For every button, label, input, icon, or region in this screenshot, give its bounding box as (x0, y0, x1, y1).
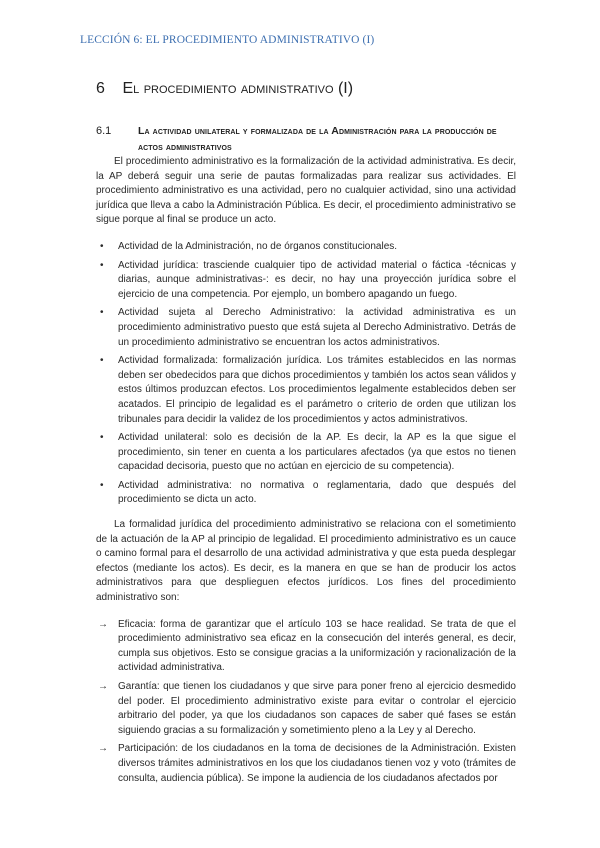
list-item (96, 240, 516, 255)
section-heading (96, 123, 516, 155)
list-item (96, 618, 516, 676)
list-item (96, 259, 516, 303)
list-item-text: Actividad de la Administración, no de órganos constitucionales. (118, 240, 398, 252)
bullet-icon: • (100, 479, 104, 491)
bullet-icon: • (100, 307, 104, 319)
arrow-right-icon: → (98, 681, 108, 692)
section-title: La actividad unilateral y formalizada de la Administración para la producción de actos administrativos (138, 125, 497, 153)
list-item-text: Participación: de los ciudadanos en la toma de decisiones de la Administración. Existen diversos trámites administrativos en los que los ciudadanos tienen voz y voto (trámites de consulta, audiencia pública). Se impone la audiencia de los ciudadanos afectados por (118, 743, 516, 784)
list-item (96, 431, 516, 475)
chapter-title: El procedimiento administrativo (I) (122, 80, 354, 97)
characteristics-list (96, 240, 516, 508)
running-header: LECCIÓN 6: EL PROCEDIMIENTO ADMINISTRATIVO (I) (80, 34, 375, 46)
list-item-text: Actividad jurídica: trasciende cualquier tipo de actividad material o fáctica -técnicas y diarias, aunque administrativas-: es decir, no hay una proyección jurídica sobre el ejercicio de una competencia. Por ejemplo, un bombero apagando un fuego. (118, 259, 516, 300)
chapter-number: 6 (96, 80, 105, 97)
arrow-right-icon: → (98, 618, 108, 630)
intro-paragraph: El procedimiento administrativo es la formalización de la actividad administrativa. Es decir, la AP deberá seguir una serie de pautas formalizadas para realizar sus actividades. El procedimiento administrativo es una actividad, pero no cualquier actividad, sino una actividad jurídica que lleva a cabo la Administración Pública. Es decir, el procedimiento administrativo se sigue porque al final se produce un acto. (96, 156, 516, 226)
bullet-icon: • (100, 355, 104, 367)
list-item (96, 680, 516, 738)
body-text (96, 155, 516, 790)
list-item-text: Actividad sujeta al Derecho Administrativo: la actividad administrativa es un procedimiento administrativo puesto que está sujeta al Derecho Administrativo. Detrás de un procedimiento administrativo se encuentran los actos administrativos. (118, 307, 516, 348)
bullet-icon: • (100, 240, 104, 252)
bullet-icon: • (100, 432, 104, 444)
list-item (96, 354, 516, 427)
aims-list (96, 618, 516, 787)
list-item-text: Garantía: que tienen los ciudadanos y que sirve para poner freno al ejercicio desmedido del poder. El procedimiento administrativo existe para evitar o controlar el ejercicio arbitrario del poder, ya que los ciudadanos son capaces de saber qué fases se están siguiendo gracias a su formalización y sometimiento pleno a la Ley y al Derecho. (118, 681, 516, 736)
chapter-heading (96, 80, 353, 98)
list-item-text: Actividad formalizada: formalización jurídica. Los trámites establecidos en las normas deben ser obedecidos para que dichos procedimientos y también los actos sean válidos y estos últimos produzcan efectos. Los procedimientos legalmente establecidos deben ser acatados. El principio de legalidad es el parámetro o criterio de orden que utilizan los tribunales para decidir la validez de los procedimientos y actos administrativos. (118, 355, 516, 425)
bullet-icon: • (100, 259, 104, 271)
list-item (96, 479, 516, 508)
list-item-text: Eficacia: forma de garantizar que el artículo 103 se hace realidad. Se trata de que el procedimiento administrativo sea eficaz en la consecución del interés general, es decir, cumpla sus objetivos. Esto se consigue gracias a la uniformización y racionalización de la actividad administrativa. (118, 618, 516, 674)
list-item (96, 306, 516, 350)
list-item (96, 742, 516, 786)
legality-paragraph: La formalidad jurídica del procedimiento administrativo se relaciona con el sometimiento de la actuación de la AP al principio de legalidad. El procedimiento administrativo es un cauce o camino formal para el desarrollo de una actividad administrativa y que esta pueda desplegar efectos (mediante los actos). Es decir, es la manera en que se han de producir los actos administrativos para que desplieguen efectos jurídicos. Los fines del procedimiento administrativo son: (96, 519, 516, 604)
list-item-text: Actividad unilateral: solo es decisión de la AP. Es decir, la AP es la que sigue el procedimiento, sin tener en cuenta a los particulares afectados (ya que estos no tienen capacidad decisoria, puesto que no actúan en ejercicio de su competencia). (118, 432, 516, 473)
list-item-text: Actividad administrativa: no normativa o reglamentaria, dado que después del procedimiento se dicta un acto. (118, 479, 516, 506)
arrow-right-icon: → (98, 743, 108, 755)
section-number: 6.1 (96, 125, 112, 137)
